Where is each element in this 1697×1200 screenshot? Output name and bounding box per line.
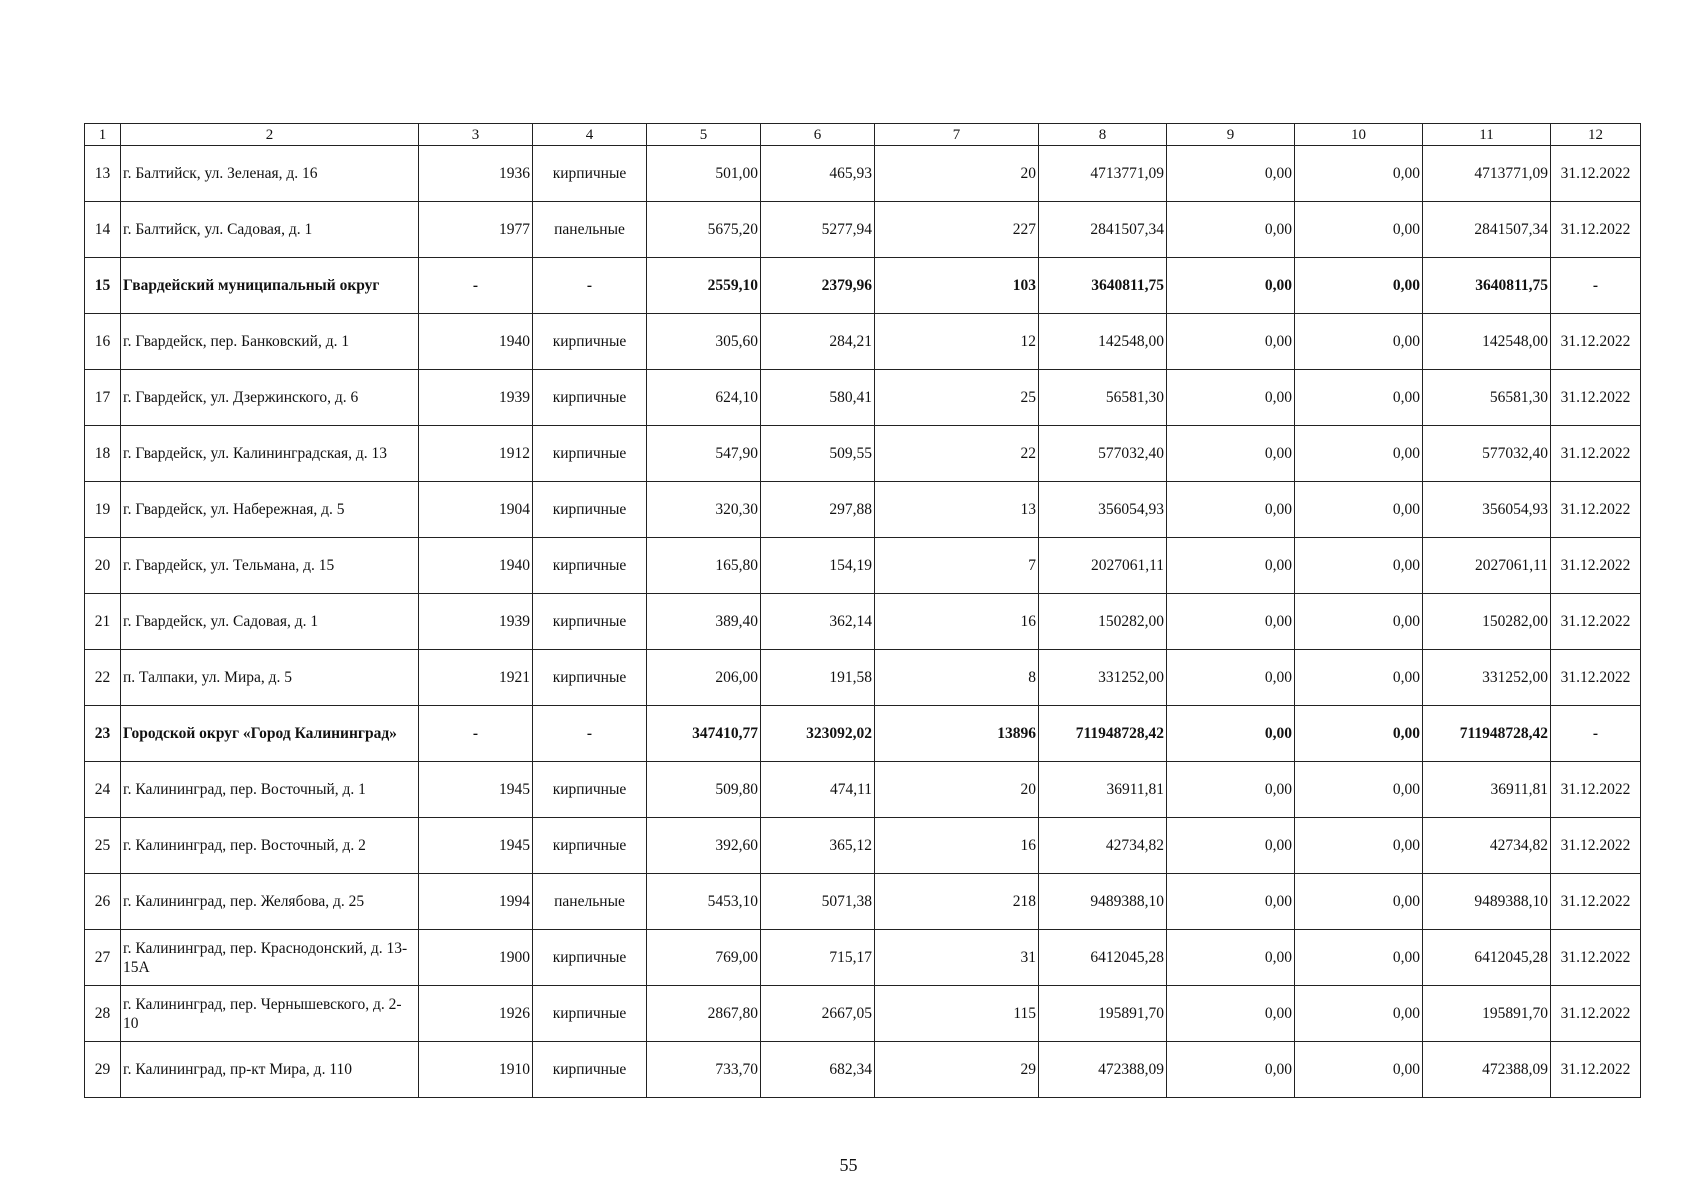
column-header: 6 (761, 124, 875, 146)
cost-col11-cell: 2027061,11 (1423, 538, 1551, 594)
living-area-cell: 580,41 (761, 370, 875, 426)
residents-cell: 227 (875, 202, 1039, 258)
year-cell: - (419, 258, 533, 314)
deadline-date-cell: 31.12.2022 (1551, 650, 1641, 706)
deadline-date-cell: 31.12.2022 (1551, 818, 1641, 874)
cost-col11-cell: 2841507,34 (1423, 202, 1551, 258)
total-area-cell: 5675,20 (647, 202, 761, 258)
row-number-cell: 25 (85, 818, 121, 874)
cost-col9-cell: 0,00 (1167, 706, 1295, 762)
total-area-cell: 547,90 (647, 426, 761, 482)
subtotal-row (85, 706, 1641, 762)
cost-col9-cell: 0,00 (1167, 930, 1295, 986)
deadline-date-cell: 31.12.2022 (1551, 426, 1641, 482)
address-cell: г. Гвардейск, пер. Банковский, д. 1 (121, 314, 419, 370)
deadline-date-cell: 31.12.2022 (1551, 370, 1641, 426)
cost-col9-cell: 0,00 (1167, 1042, 1295, 1098)
table-row (85, 986, 1641, 1042)
cost-total-cell: 36911,81 (1039, 762, 1167, 818)
residents-cell: 12 (875, 314, 1039, 370)
deadline-date-cell: 31.12.2022 (1551, 538, 1641, 594)
year-cell: 1977 (419, 202, 533, 258)
residents-cell: 8 (875, 650, 1039, 706)
total-area-cell: 501,00 (647, 146, 761, 202)
table-header (85, 124, 1641, 146)
address-cell: г. Гвардейск, ул. Набережная, д. 5 (121, 482, 419, 538)
wall-material-cell: кирпичные (533, 594, 647, 650)
cost-col9-cell: 0,00 (1167, 818, 1295, 874)
residents-cell: 115 (875, 986, 1039, 1042)
header-row (85, 124, 1641, 146)
cost-col9-cell: 0,00 (1167, 146, 1295, 202)
deadline-date-cell: 31.12.2022 (1551, 1042, 1641, 1098)
cost-col11-cell: 472388,09 (1423, 1042, 1551, 1098)
table-row (85, 370, 1641, 426)
residents-cell: 29 (875, 1042, 1039, 1098)
cost-col11-cell: 150282,00 (1423, 594, 1551, 650)
column-header: 5 (647, 124, 761, 146)
cost-total-cell: 356054,93 (1039, 482, 1167, 538)
subtotal-row (85, 258, 1641, 314)
total-area-cell: 305,60 (647, 314, 761, 370)
address-cell: г. Гвардейск, ул. Садовая, д. 1 (121, 594, 419, 650)
residents-cell: 218 (875, 874, 1039, 930)
living-area-cell: 682,34 (761, 1042, 875, 1098)
year-cell: 1904 (419, 482, 533, 538)
table-row (85, 818, 1641, 874)
cost-col10-cell: 0,00 (1295, 202, 1423, 258)
cost-total-cell: 150282,00 (1039, 594, 1167, 650)
cost-col10-cell: 0,00 (1295, 370, 1423, 426)
total-area-cell: 165,80 (647, 538, 761, 594)
table-row (85, 314, 1641, 370)
cost-col10-cell: 0,00 (1295, 874, 1423, 930)
column-header: 7 (875, 124, 1039, 146)
cost-col9-cell: 0,00 (1167, 258, 1295, 314)
cost-total-cell: 195891,70 (1039, 986, 1167, 1042)
cost-col10-cell: 0,00 (1295, 762, 1423, 818)
total-area-cell: 320,30 (647, 482, 761, 538)
wall-material-cell: кирпичные (533, 314, 647, 370)
residents-cell: 31 (875, 930, 1039, 986)
cost-col9-cell: 0,00 (1167, 426, 1295, 482)
table-body (85, 146, 1641, 1098)
wall-material-cell: кирпичные (533, 930, 647, 986)
cost-col9-cell: 0,00 (1167, 594, 1295, 650)
year-cell: 1940 (419, 314, 533, 370)
deadline-date-cell: 31.12.2022 (1551, 874, 1641, 930)
living-area-cell: 2667,05 (761, 986, 875, 1042)
row-number-cell: 24 (85, 762, 121, 818)
deadline-date-cell: 31.12.2022 (1551, 314, 1641, 370)
cost-total-cell: 56581,30 (1039, 370, 1167, 426)
cost-col11-cell: 142548,00 (1423, 314, 1551, 370)
residents-cell: 103 (875, 258, 1039, 314)
deadline-date-cell: 31.12.2022 (1551, 202, 1641, 258)
table-row (85, 1042, 1641, 1098)
row-number-cell: 13 (85, 146, 121, 202)
column-header: 8 (1039, 124, 1167, 146)
cost-total-cell: 2841507,34 (1039, 202, 1167, 258)
wall-material-cell: кирпичные (533, 986, 647, 1042)
row-number-cell: 23 (85, 706, 121, 762)
deadline-date-cell: - (1551, 258, 1641, 314)
living-area-cell: 154,19 (761, 538, 875, 594)
living-area-cell: 2379,96 (761, 258, 875, 314)
address-cell: г. Балтийск, ул. Зеленая, д. 16 (121, 146, 419, 202)
cost-col10-cell: 0,00 (1295, 706, 1423, 762)
cost-col9-cell: 0,00 (1167, 874, 1295, 930)
year-cell: 1945 (419, 762, 533, 818)
cost-total-cell: 4713771,09 (1039, 146, 1167, 202)
deadline-date-cell: 31.12.2022 (1551, 762, 1641, 818)
cost-col9-cell: 0,00 (1167, 370, 1295, 426)
cost-total-cell: 472388,09 (1039, 1042, 1167, 1098)
total-area-cell: 733,70 (647, 1042, 761, 1098)
total-area-cell: 769,00 (647, 930, 761, 986)
cost-total-cell: 577032,40 (1039, 426, 1167, 482)
cost-col9-cell: 0,00 (1167, 202, 1295, 258)
wall-material-cell: кирпичные (533, 538, 647, 594)
total-area-cell: 2867,80 (647, 986, 761, 1042)
deadline-date-cell: 31.12.2022 (1551, 482, 1641, 538)
cost-col10-cell: 0,00 (1295, 650, 1423, 706)
address-cell: г. Гвардейск, ул. Дзержинского, д. 6 (121, 370, 419, 426)
cost-total-cell: 42734,82 (1039, 818, 1167, 874)
total-area-cell: 206,00 (647, 650, 761, 706)
year-cell: 1936 (419, 146, 533, 202)
cost-total-cell: 3640811,75 (1039, 258, 1167, 314)
row-number-cell: 22 (85, 650, 121, 706)
cost-col9-cell: 0,00 (1167, 538, 1295, 594)
residents-cell: 16 (875, 594, 1039, 650)
row-number-cell: 29 (85, 1042, 121, 1098)
address-cell: Городской округ «Город Калининград» (121, 706, 419, 762)
residents-cell: 20 (875, 762, 1039, 818)
year-cell: 1939 (419, 370, 533, 426)
cost-total-cell: 2027061,11 (1039, 538, 1167, 594)
residents-cell: 16 (875, 818, 1039, 874)
row-number-cell: 15 (85, 258, 121, 314)
cost-col9-cell: 0,00 (1167, 762, 1295, 818)
table-row (85, 538, 1641, 594)
cost-col11-cell: 9489388,10 (1423, 874, 1551, 930)
wall-material-cell: кирпичные (533, 650, 647, 706)
address-cell: г. Калининград, пер. Восточный, д. 2 (121, 818, 419, 874)
total-area-cell: 389,40 (647, 594, 761, 650)
cost-total-cell: 6412045,28 (1039, 930, 1167, 986)
total-area-cell: 509,80 (647, 762, 761, 818)
cost-col11-cell: 3640811,75 (1423, 258, 1551, 314)
year-cell: 1926 (419, 986, 533, 1042)
total-area-cell: 5453,10 (647, 874, 761, 930)
row-number-cell: 28 (85, 986, 121, 1042)
address-cell: г. Калининград, пер. Чернышевского, д. 2-10 (121, 986, 419, 1042)
cost-col10-cell: 0,00 (1295, 146, 1423, 202)
address-cell: г. Гвардейск, ул. Тельмана, д. 15 (121, 538, 419, 594)
wall-material-cell: панельные (533, 202, 647, 258)
table-row (85, 146, 1641, 202)
wall-material-cell: кирпичные (533, 818, 647, 874)
cost-col10-cell: 0,00 (1295, 594, 1423, 650)
address-cell: г. Калининград, пр-кт Мира, д. 110 (121, 1042, 419, 1098)
column-header: 10 (1295, 124, 1423, 146)
wall-material-cell: кирпичные (533, 482, 647, 538)
row-number-cell: 19 (85, 482, 121, 538)
year-cell: 1900 (419, 930, 533, 986)
address-cell: г. Балтийск, ул. Садовая, д. 1 (121, 202, 419, 258)
wall-material-cell: - (533, 258, 647, 314)
residents-cell: 22 (875, 426, 1039, 482)
table-row (85, 762, 1641, 818)
cost-col10-cell: 0,00 (1295, 930, 1423, 986)
column-header: 3 (419, 124, 533, 146)
cost-col10-cell: 0,00 (1295, 482, 1423, 538)
wall-material-cell: кирпичные (533, 146, 647, 202)
cost-col11-cell: 56581,30 (1423, 370, 1551, 426)
living-area-cell: 465,93 (761, 146, 875, 202)
wall-material-cell: - (533, 706, 647, 762)
column-header: 11 (1423, 124, 1551, 146)
cost-col11-cell: 6412045,28 (1423, 930, 1551, 986)
cost-col10-cell: 0,00 (1295, 258, 1423, 314)
address-cell: г. Гвардейск, ул. Калининградская, д. 13 (121, 426, 419, 482)
cost-col9-cell: 0,00 (1167, 650, 1295, 706)
living-area-cell: 474,11 (761, 762, 875, 818)
cost-col10-cell: 0,00 (1295, 986, 1423, 1042)
deadline-date-cell: 31.12.2022 (1551, 986, 1641, 1042)
living-area-cell: 715,17 (761, 930, 875, 986)
wall-material-cell: кирпичные (533, 426, 647, 482)
table-row (85, 482, 1641, 538)
deadline-date-cell: 31.12.2022 (1551, 594, 1641, 650)
total-area-cell: 624,10 (647, 370, 761, 426)
table-row (85, 650, 1641, 706)
total-area-cell: 347410,77 (647, 706, 761, 762)
row-number-cell: 26 (85, 874, 121, 930)
cost-col9-cell: 0,00 (1167, 482, 1295, 538)
table-row (85, 594, 1641, 650)
row-number-cell: 18 (85, 426, 121, 482)
address-cell: г. Калининград, пер. Желябова, д. 25 (121, 874, 419, 930)
column-header: 4 (533, 124, 647, 146)
deadline-date-cell: - (1551, 706, 1641, 762)
living-area-cell: 5071,38 (761, 874, 875, 930)
year-cell: - (419, 706, 533, 762)
year-cell: 1910 (419, 1042, 533, 1098)
cost-col11-cell: 577032,40 (1423, 426, 1551, 482)
row-number-cell: 27 (85, 930, 121, 986)
row-number-cell: 21 (85, 594, 121, 650)
wall-material-cell: панельные (533, 874, 647, 930)
cost-col11-cell: 36911,81 (1423, 762, 1551, 818)
year-cell: 1945 (419, 818, 533, 874)
column-header: 12 (1551, 124, 1641, 146)
cost-col10-cell: 0,00 (1295, 818, 1423, 874)
cost-total-cell: 9489388,10 (1039, 874, 1167, 930)
column-header: 9 (1167, 124, 1295, 146)
row-number-cell: 20 (85, 538, 121, 594)
cost-total-cell: 331252,00 (1039, 650, 1167, 706)
cost-col9-cell: 0,00 (1167, 986, 1295, 1042)
living-area-cell: 284,21 (761, 314, 875, 370)
table-row (85, 930, 1641, 986)
residents-cell: 7 (875, 538, 1039, 594)
cost-col10-cell: 0,00 (1295, 538, 1423, 594)
living-area-cell: 323092,02 (761, 706, 875, 762)
address-cell: г. Калининград, пер. Восточный, д. 1 (121, 762, 419, 818)
wall-material-cell: кирпичные (533, 762, 647, 818)
living-area-cell: 509,55 (761, 426, 875, 482)
cost-col10-cell: 0,00 (1295, 314, 1423, 370)
cost-total-cell: 711948728,42 (1039, 706, 1167, 762)
living-area-cell: 191,58 (761, 650, 875, 706)
cost-total-cell: 142548,00 (1039, 314, 1167, 370)
cost-col11-cell: 711948728,42 (1423, 706, 1551, 762)
page-number: 55 (839, 1155, 858, 1175)
living-area-cell: 365,12 (761, 818, 875, 874)
total-area-cell: 2559,10 (647, 258, 761, 314)
wall-material-cell: кирпичные (533, 1042, 647, 1098)
cost-col11-cell: 4713771,09 (1423, 146, 1551, 202)
housing-registry-table (84, 123, 1641, 1098)
residents-cell: 13896 (875, 706, 1039, 762)
address-cell: Гвардейский муниципальный округ (121, 258, 419, 314)
year-cell: 1994 (419, 874, 533, 930)
table-row (85, 426, 1641, 482)
cost-col11-cell: 356054,93 (1423, 482, 1551, 538)
year-cell: 1939 (419, 594, 533, 650)
column-header: 2 (121, 124, 419, 146)
row-number-cell: 17 (85, 370, 121, 426)
address-cell: г. Калининград, пер. Краснодонский, д. 13-15А (121, 930, 419, 986)
year-cell: 1912 (419, 426, 533, 482)
cost-col11-cell: 42734,82 (1423, 818, 1551, 874)
living-area-cell: 362,14 (761, 594, 875, 650)
row-number-cell: 16 (85, 314, 121, 370)
row-number-cell: 14 (85, 202, 121, 258)
cost-col11-cell: 331252,00 (1423, 650, 1551, 706)
living-area-cell: 5277,94 (761, 202, 875, 258)
living-area-cell: 297,88 (761, 482, 875, 538)
deadline-date-cell: 31.12.2022 (1551, 930, 1641, 986)
cost-col10-cell: 0,00 (1295, 1042, 1423, 1098)
residents-cell: 20 (875, 146, 1039, 202)
address-cell: п. Талпаки, ул. Мира, д. 5 (121, 650, 419, 706)
cost-col11-cell: 195891,70 (1423, 986, 1551, 1042)
cost-col10-cell: 0,00 (1295, 426, 1423, 482)
year-cell: 1921 (419, 650, 533, 706)
year-cell: 1940 (419, 538, 533, 594)
deadline-date-cell: 31.12.2022 (1551, 146, 1641, 202)
cost-col9-cell: 0,00 (1167, 314, 1295, 370)
residents-cell: 13 (875, 482, 1039, 538)
table-row (85, 874, 1641, 930)
total-area-cell: 392,60 (647, 818, 761, 874)
wall-material-cell: кирпичные (533, 370, 647, 426)
table-row (85, 202, 1641, 258)
column-header: 1 (85, 124, 121, 146)
residents-cell: 25 (875, 370, 1039, 426)
